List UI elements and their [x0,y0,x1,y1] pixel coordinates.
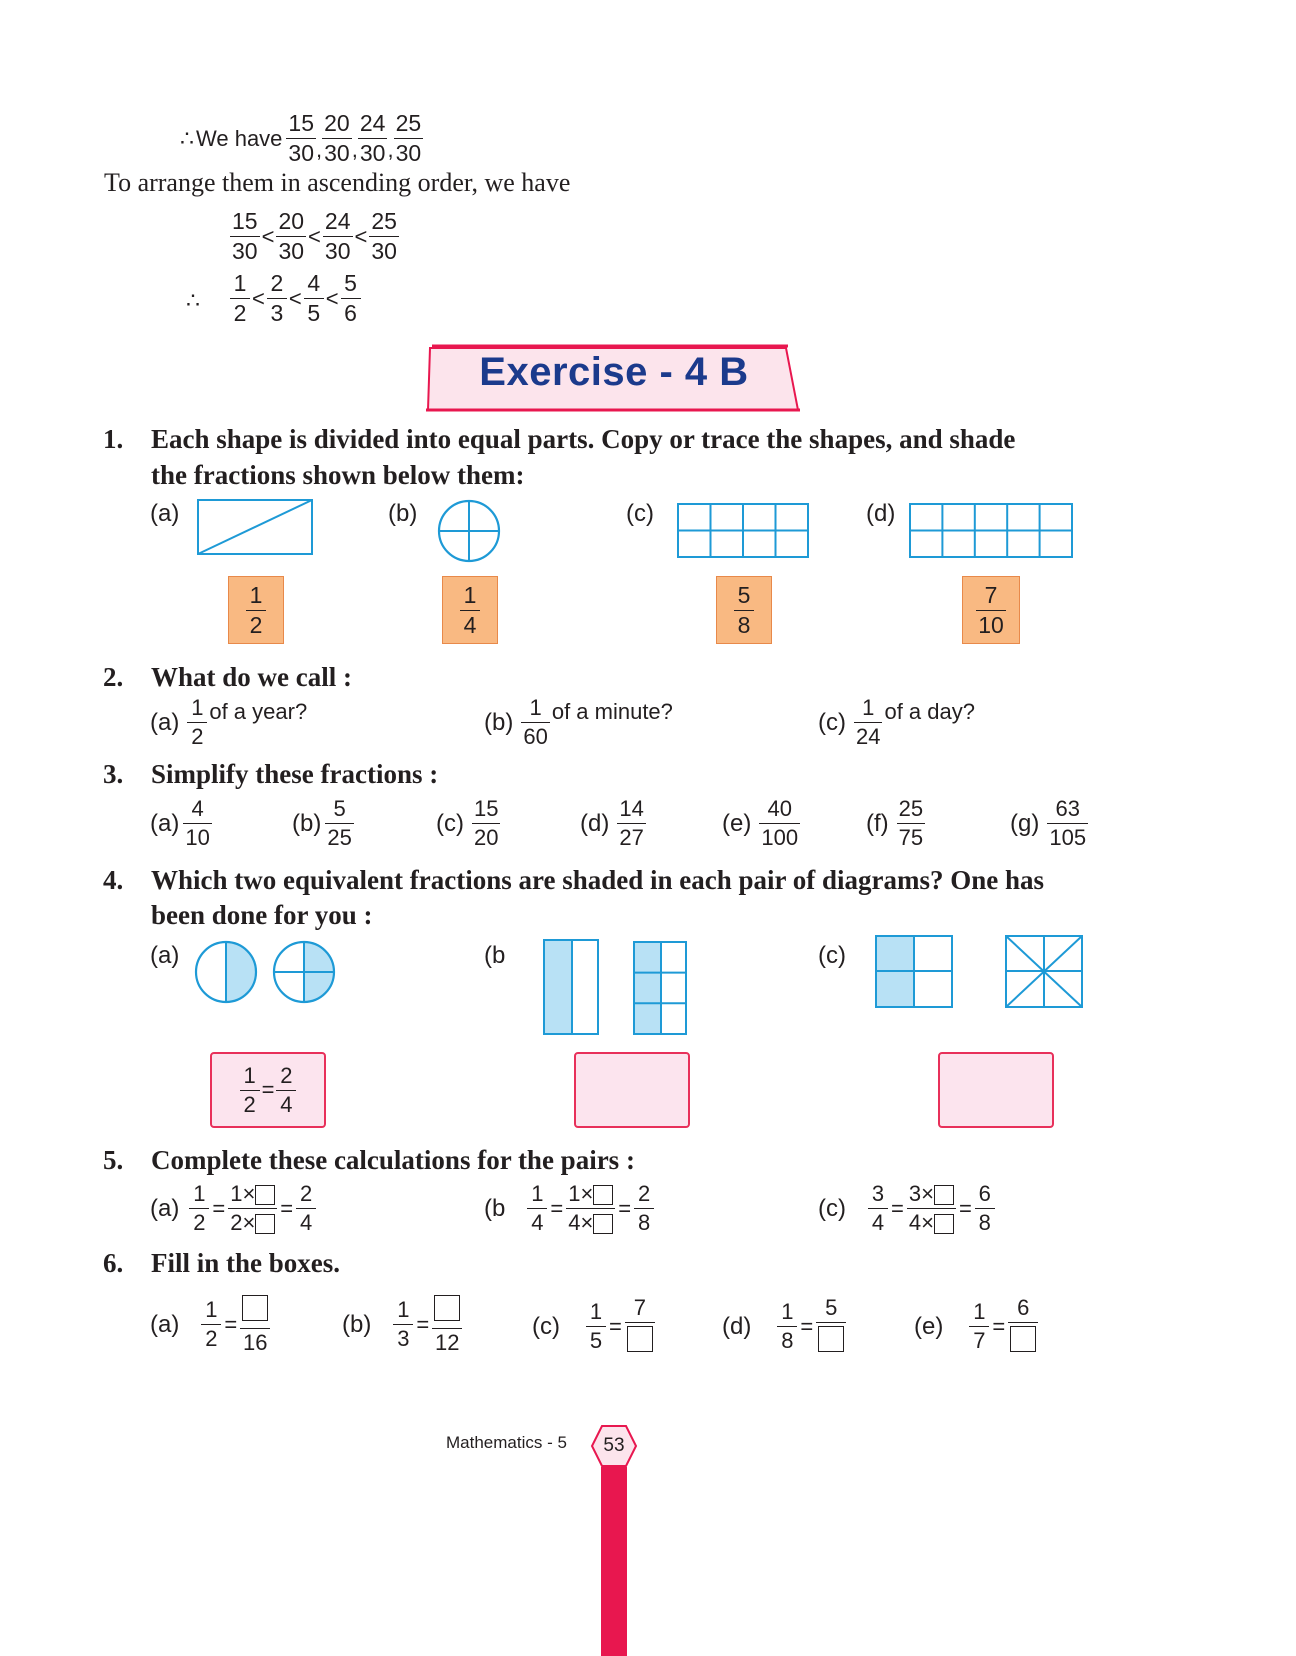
q2-item-b: (b) $\frac{1}{60}$ of a minute? [484,695,673,749]
fraction: $\frac{25}{30}$ [371,208,397,264]
q1-number: 1. [103,424,124,454]
q3-item-g: (g) $\frac{63}{105}$ [1010,796,1087,850]
shape-grid-eighths [676,502,812,560]
shape-rectangle-halves [196,498,316,558]
square-eighths [1004,934,1086,1012]
q1-label-a: (a) [150,500,180,527]
q5-item-b: (b $\frac{1}{4}$ = $\frac{1\times}{4\times}$ = $\frac{2}{8}$ [484,1183,654,1234]
answer-box[interactable] [593,1185,613,1205]
fraction: $\frac{5}{6}$ [341,272,361,325]
q5-text: Complete these calculations for the pairs : [151,1145,635,1175]
fraction: $\frac{24}{30}$ [359,110,386,166]
shape-circle-quarters [436,498,506,568]
q2-item-a: (a) $\frac{1}{2}$ of a year? [150,695,308,749]
q4-answer-box-a: $\frac{1}{2}$ = $\frac{2}{4}$ [210,1052,326,1128]
q3-item-e: (e) $\frac{40}{100}$ [722,796,799,850]
q5-item-c: (c) $\frac{3}{4}$ = $\frac{3\times}{4\times}$ = $\frac{6}{8}$ [818,1183,995,1234]
answer-box[interactable] [255,1185,275,1205]
fraction: $\frac{20}{30}$ [278,208,305,264]
q2-text: What do we call : [151,662,352,692]
q5-number: 5. [103,1145,124,1175]
q4-number: 4. [103,865,124,895]
q3-item-d: (d) $\frac{14}{27}$ [580,796,644,850]
answer-box[interactable] [934,1214,954,1234]
square-quarters-shaded [874,934,956,1012]
therefore-symbol: ∴ [180,125,194,151]
answer-box[interactable] [434,1295,460,1321]
q1-label-b: (b) [388,500,418,527]
rect-half-shaded [542,938,602,1038]
answer-box[interactable] [1010,1326,1036,1352]
answer-box[interactable] [255,1214,275,1234]
fraction: $\frac{25}{30}$ [395,110,422,166]
q3-item-b: (b) $\frac{5}{25}$ [292,796,352,850]
q4-label-a: (a) [150,942,180,969]
rect-sixths-shaded [632,940,692,1038]
answer-box[interactable] [818,1326,844,1352]
page-number: 53 [603,1435,625,1456]
q4-label-b: (b [484,942,506,969]
q4-label-c: (c) [818,942,846,969]
fraction-card-b: $\frac{1}{4}$ [442,576,498,644]
q6-item-e: (e) $\frac{1}{7}$ = 6 [914,1297,1038,1356]
q6-item-d: (d) $\frac{1}{8}$ = 5 [722,1297,846,1356]
q6-item-b: (b) $\frac{1}{3}$ = 12 [342,1295,462,1354]
q3-item-f: (f) $\frac{25}{75}$ [866,796,924,850]
q2-item-c: (c) $\frac{1}{24}$ of a day? [818,695,975,749]
q3-item-a: (a) $\frac{4}{10}$ [150,796,210,850]
answer-box[interactable] [627,1326,653,1352]
therefore-symbol: ∴ [186,288,200,313]
fraction: $\frac{15}{30}$ [232,208,258,264]
fraction: $\frac{15}{30}$ [288,110,315,166]
exercise-title: Exercise - 4 B [479,350,749,394]
answer-box[interactable] [593,1214,613,1234]
fraction-card-c: $\frac{5}{8}$ [716,576,772,644]
q4-answer-box-c[interactable] [938,1052,1054,1128]
q1-text-line1: Each shape is divided into equal parts. Copy or trace the shapes, and shade [151,424,1016,454]
fraction-card-d: $\frac{7}{10}$ [962,576,1020,644]
answer-box[interactable] [934,1185,954,1205]
footer-book-title: Mathematics - 5 [446,1433,567,1452]
fraction: $\frac{24}{30}$ [324,208,351,264]
q1-text-line2: the fractions shown below them: [151,460,525,490]
q5-item-a: (a) $\frac{1}{2}$ = $\frac{1\times}{2\times}$ = $\frac{2}{4}$ [150,1183,316,1234]
fraction-card-a: $\frac{1}{2}$ [228,576,284,644]
q1-label-c: (c) [626,500,654,527]
q4-text-line2: been done for you : [151,900,373,930]
q6-item-a: (a) $\frac{1}{2}$ = 16 [150,1295,270,1354]
q3-text: Simplify these fractions : [151,759,439,789]
intro-line1: ∴ We have $\frac{15}{30}$ , $\frac{20}{30}$ , $\frac{24}{30}$ , $\frac{25}{30}$ [180,110,422,166]
fraction: $\frac{2}{3}$ [267,272,287,325]
ascending-30-line: $\frac{15}{30}$ < $\frac{20}{30}$ < $\frac{24}{30}$ < $\frac{25}{30}$ [232,208,397,264]
q2-number: 2. [103,662,124,692]
q4-answer-box-b[interactable] [574,1052,690,1128]
q6-text: Fill in the boxes. [151,1248,341,1278]
answer-box[interactable] [242,1295,268,1321]
shape-grid-tenths [908,502,1076,560]
q6-number: 6. [103,1248,124,1278]
ascending-simple-line: $\frac{1}{2}$ < $\frac{2}{3}$ < $\frac{4}{5}$ < $\frac{5}{6}$ [230,272,361,325]
q3-item-c: (c) $\frac{15}{20}$ [436,796,499,850]
circle-half-shaded [192,938,262,1008]
page-tab-strip [601,1467,627,1656]
q4-text-line1: Which two equivalent fractions are shaded in each pair of diagrams? One has [151,865,1045,895]
circle-quarters-shaded [270,938,340,1008]
fraction: $\frac{1}{2}$ [230,272,250,325]
q3-number: 3. [103,759,124,789]
we-have-text: We have [196,125,283,151]
q6-item-c: (c) $\frac{1}{5}$ = 7 [532,1297,655,1356]
q1-label-d: (d) [866,500,896,527]
arrange-text: To arrange them in ascending order, we have [104,168,571,197]
fraction: $\frac{4}{5}$ [304,272,324,325]
fraction: $\frac{20}{30}$ [324,110,350,166]
